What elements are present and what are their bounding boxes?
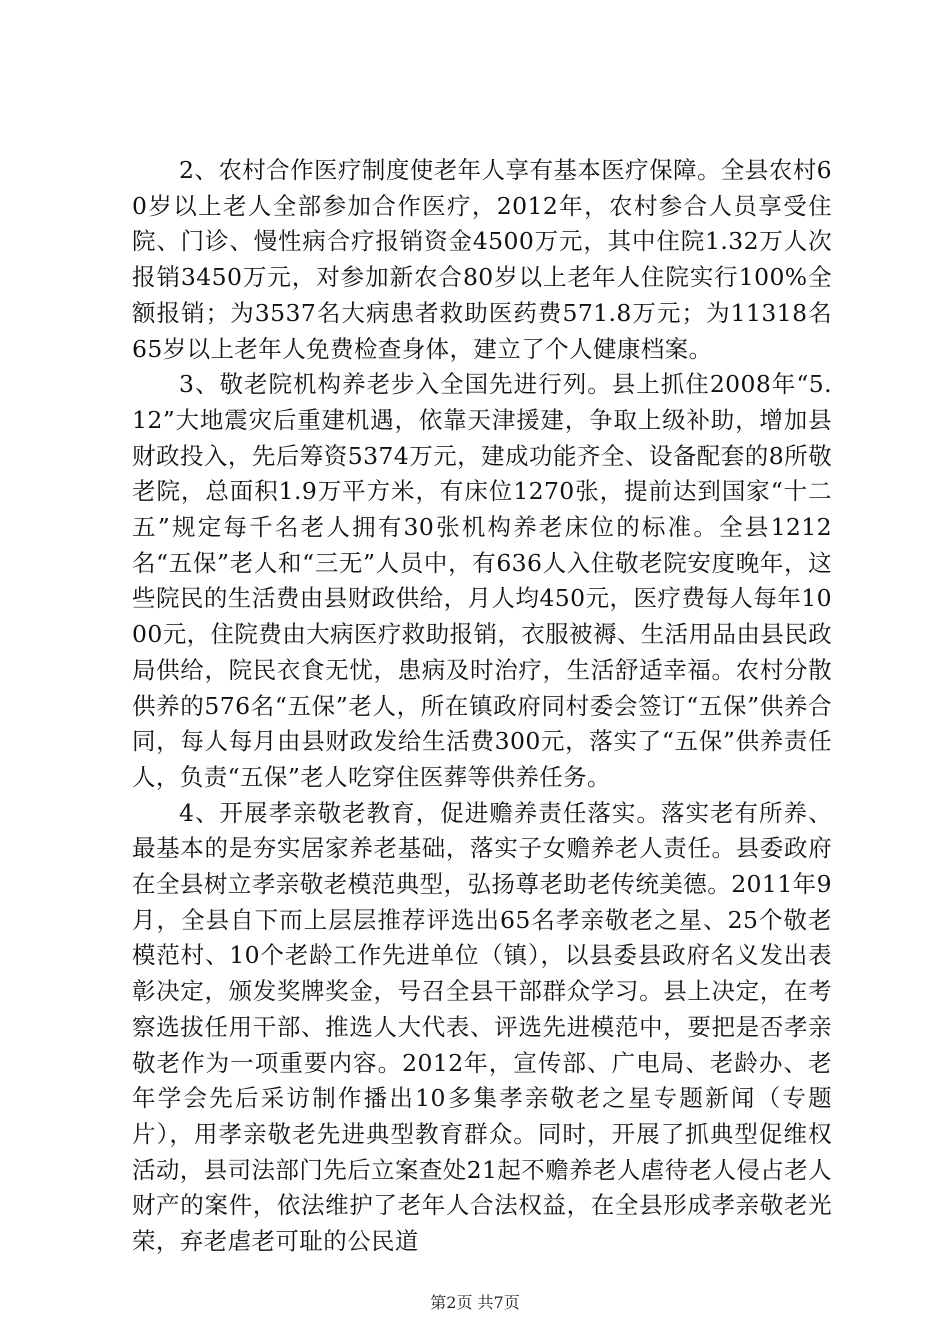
paragraph-nursing-homes: 3、敬老院机构养老步入全国先进行列。县上抓住2008年“5.12”大地震灾后重建机遇，依靠天津援建，争取上级补助，增加县财政投入，先后筹资5374万元，建成功能齐全、设备配套的8所敬老院，总面积1.9万平方米，有床位1270张，提前达到国家“十二五”规定每千名老人拥有30张机构养老床位的标准。全县1212名“五保”老人和“三无”人员中，有636人入住敬老院安度晚年，这些院民的生活费由县财政供给，月人均450元，医疗费每人每年1000元，住院费由大病医疗救助报销，衣服被褥、生活用品由县民政局供给，院民衣食无忧，患病及时治疗，生活舒适幸福。农村分散供养的576名“五保”老人，所在镇政府同村委会签订“五保”供养合同，每人每月由县财政发给生活费300元，落实了“五保”供养责任人，负责“五保”老人吃穿住医葬等供养任务。	[132, 370, 832, 791]
document-body	[132, 153, 832, 1260]
paragraph-medical-insurance: 2、农村合作医疗制度使老年人享有基本医疗保障。全县农村60岁以上老人全部参加合作医疗，2012年，农村参合人员享受住院、门诊、慢性病合疗报销资金4500万元，其中住院1.32万人次报销3450万元，对参加新农合80岁以上老年人住院实行100%全额报销；为3537名大病患者救助医药费571.8万元；为11318名65岁以上老年人免费检查身体，建立了个人健康档案。	[132, 156, 832, 363]
paragraph-filial-education: 4、开展孝亲敬老教育，促进赡养责任落实。落实老有所养、最基本的是夯实居家养老基础，落实子女赡养老人责任。县委政府在全县树立孝亲敬老模范典型，弘扬尊老助老传统美德。2011年9月，全县自下而上层层推荐评选出65名孝亲敬老之星、25个敬老模范村、10个老龄工作先进单位（镇），以县委县政府名义发出表彰决定，颁发奖牌奖金，号召全县干部群众学习。县上决定，在考察选拔任用干部、推选人大代表、评选先进模范中，要把是否孝亲敬老作为一项重要内容。2012年，宣传部、广电局、老龄办、老年学会先后采访制作播出10多集孝亲敬老之星专题新闻（专题片），用孝亲敬老先进典型教育群众。同时，开展了抓典型促维权活动，县司法部门先后立案查处21起不赡养老人虐待老人侵占老人财产的案件，依法维护了老年人合法权益，在全县形成孝亲敬老光荣，弃老虐老可耻的公民道	[132, 798, 832, 1256]
page-number-footer: 第2页 共7页	[430, 1293, 520, 1312]
